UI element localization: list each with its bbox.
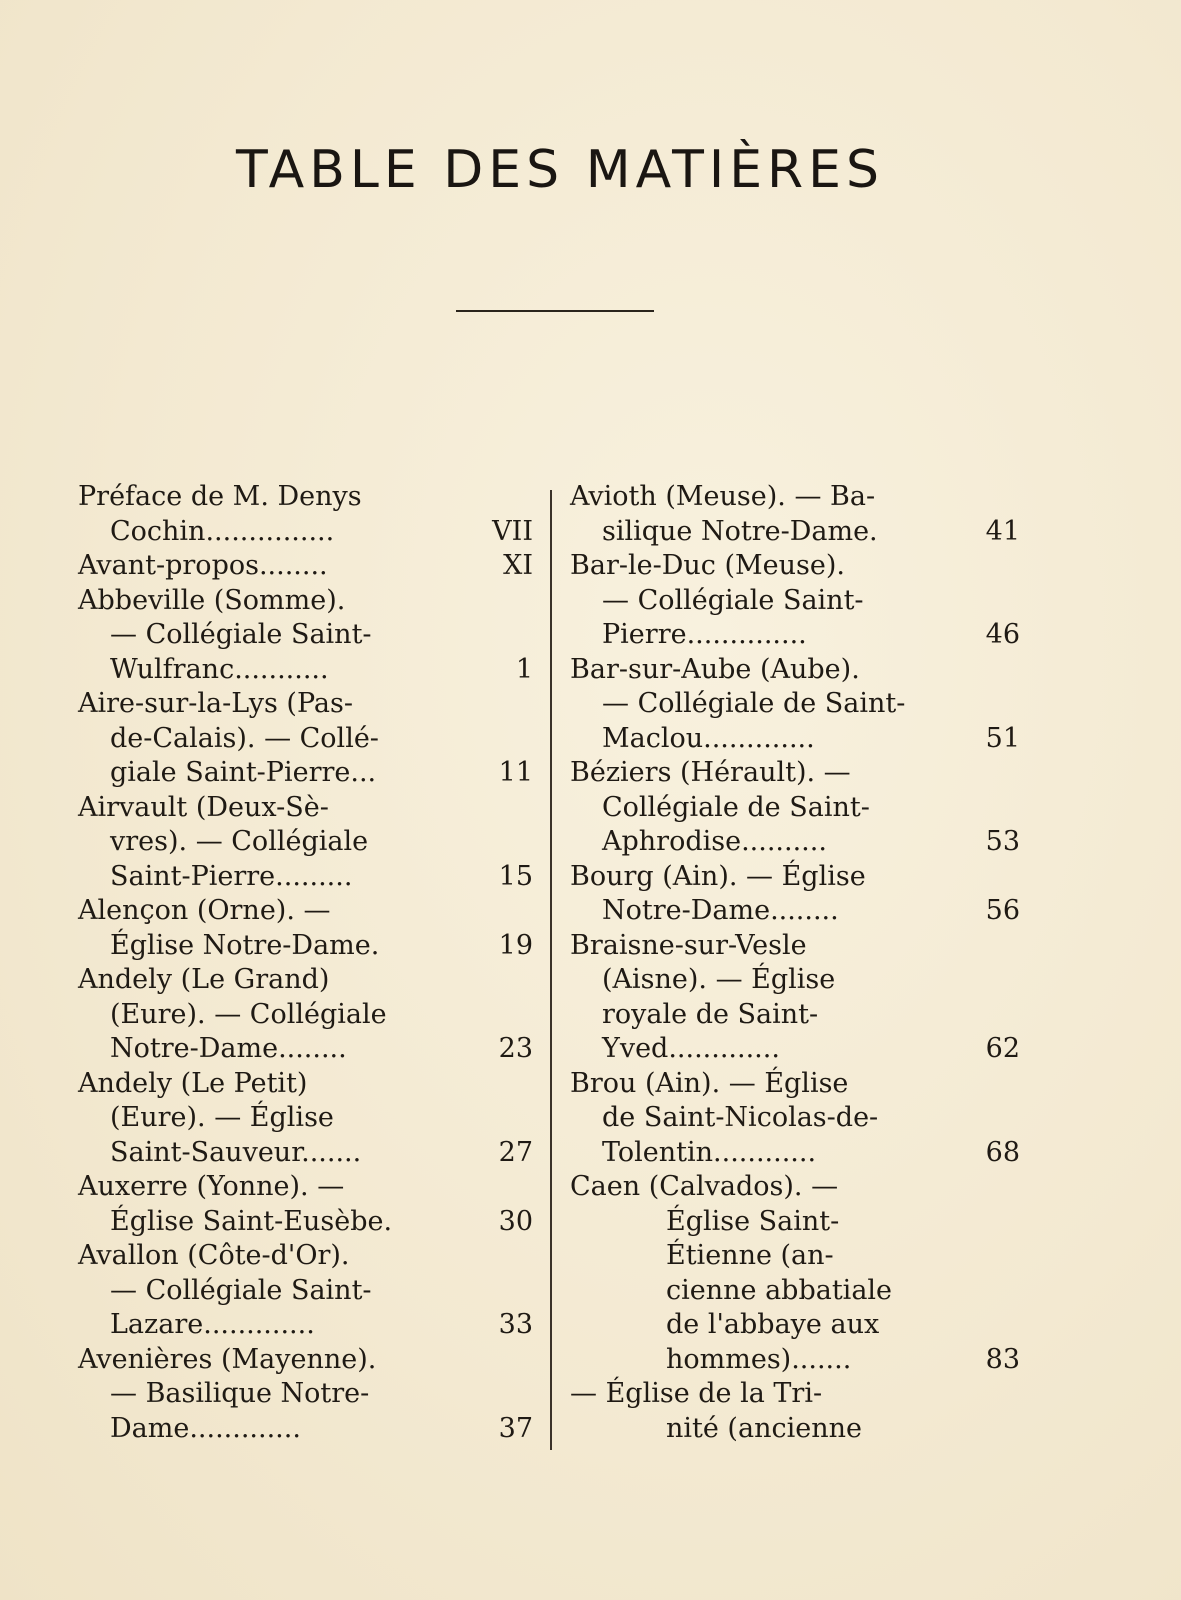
toc-entry-text: [570, 653, 932, 757]
toc-entry-page: 23: [498, 1033, 533, 1064]
toc-entry-text: [570, 756, 932, 860]
toc-entry-line: — Basilique Notre-: [110, 1378, 370, 1409]
toc-entry-page: 11: [498, 757, 533, 788]
toc-entry-page: 15: [498, 860, 533, 892]
toc-entry-page: 37: [498, 1412, 533, 1444]
toc-entry: [78, 687, 533, 791]
toc-entry-page: 62: [985, 1033, 1020, 1064]
toc-entry: [78, 549, 533, 584]
toc-entry-page: 68: [985, 1136, 1020, 1168]
toc-entry-line: Brou (Ain). — Église: [570, 1067, 849, 1099]
toc-entry-line: de l'abbaye aux: [666, 1309, 880, 1340]
toc-entry-line: Église Saint-Eusèbe.: [110, 1205, 393, 1237]
toc-entry-text: [78, 1067, 463, 1171]
page-title: TABLE DES MATIÈRES: [235, 140, 885, 200]
toc-entry-line: Avenières (Mayenne).: [78, 1343, 377, 1375]
toc-entry-line: vres). — Collégiale: [110, 826, 369, 857]
toc-entry-line: Abbeville (Somme).: [78, 584, 346, 616]
toc-entry: [78, 1239, 533, 1343]
toc-entry-page: 1: [515, 653, 533, 685]
toc-entry-text: [570, 860, 932, 929]
toc-entry-line: Lazare.............: [110, 1309, 315, 1340]
toc-entry-line: Notre-Dame........: [110, 1033, 347, 1064]
toc-entry-text: [570, 1377, 932, 1446]
toc-entry-text: [78, 480, 463, 549]
toc-entry-page: 27: [498, 1136, 533, 1168]
toc-entry: [570, 549, 1020, 653]
toc-entry-line: Avant-propos........: [78, 550, 328, 581]
toc-entry-text: [78, 791, 463, 895]
toc-entry-page: 56: [985, 895, 1020, 926]
toc-entry-line: — Église de la Tri-: [570, 1378, 823, 1409]
toc-entry-line: Caen (Calvados). —: [570, 1171, 839, 1202]
toc-right-column: [570, 480, 1020, 1446]
toc-entry-line: Maclou.............: [602, 722, 815, 754]
toc-entry-line: hommes).......: [666, 1343, 852, 1375]
toc-entry-line: Église Notre-Dame.: [110, 929, 380, 961]
toc-entry-page: 19: [498, 929, 533, 961]
toc-entry-page: 46: [985, 619, 1020, 650]
toc-entry: [570, 929, 1020, 1067]
toc-entry-line: Cochin...............: [110, 515, 335, 547]
toc-entry-line: — Collégiale Saint-: [602, 584, 864, 616]
toc-entry-text: [78, 549, 463, 584]
toc-entry-line: giale Saint-Pierre...: [110, 757, 377, 788]
toc-entry-line: de Saint-Nicolas-de-: [602, 1102, 879, 1133]
toc-entry-line: Collégiale de Saint-: [602, 791, 870, 823]
toc-entry: [78, 1170, 533, 1239]
toc-entry-line: Andely (Le Petit): [78, 1067, 308, 1099]
toc-entry: [78, 584, 533, 688]
toc-entry-line: (Eure). — Collégiale: [110, 998, 387, 1030]
title-rule: [456, 310, 654, 312]
toc-entry-text: [570, 929, 932, 1067]
toc-entry-line: Auxerre (Yonne). —: [78, 1171, 345, 1202]
toc-entry-line: silique Notre-Dame.: [602, 515, 878, 547]
toc-entry: [78, 1067, 533, 1171]
toc-entry-line: Notre-Dame........: [602, 895, 839, 926]
toc-entry-line: nité (ancienne: [666, 1412, 862, 1444]
toc-entry-line: royale de Saint-: [602, 998, 819, 1030]
toc-entry-line: Yved.............: [602, 1033, 780, 1064]
toc-entry-line: — Collégiale de Saint-: [602, 688, 906, 719]
toc-entry: [570, 1067, 1020, 1171]
toc-entry-line: Saint-Pierre.........: [110, 860, 353, 892]
toc-entry-line: Bourg (Ain). — Église: [570, 860, 866, 892]
toc-entry-text: [78, 687, 463, 791]
toc-entry-text: [78, 963, 463, 1067]
toc-entry: [78, 963, 533, 1067]
toc-entry-line: Préface de M. Denys: [78, 481, 362, 512]
toc-entry: [570, 756, 1020, 860]
toc-entry-line: Dame.............: [110, 1412, 301, 1444]
toc-entry-line: Avallon (Côte-d'Or).: [78, 1240, 350, 1271]
toc-entry-text: [570, 1067, 932, 1171]
toc-entry-text: [78, 584, 463, 688]
toc-entry-line: Étienne (an-: [666, 1240, 834, 1271]
toc-entry-line: Aphrodise..........: [602, 826, 827, 857]
toc-entry-page: 51: [985, 722, 1020, 754]
toc-entry-line: Tolentin............: [602, 1136, 817, 1168]
toc-entry-line: Aire-sur-la-Lys (Pas-: [78, 688, 353, 719]
toc-entry-line: (Eure). — Église: [110, 1102, 334, 1133]
toc-entry-line: Wulfranc...........: [110, 653, 329, 685]
toc-entry-line: Alençon (Orne). —: [78, 895, 331, 926]
toc-entry-page: 33: [498, 1309, 533, 1340]
toc-entry: [570, 653, 1020, 757]
column-divider: [550, 490, 552, 1450]
toc-entry-line: Avioth (Meuse). — Ba-: [570, 481, 876, 512]
toc-left-column: [78, 480, 533, 1446]
toc-entry: [78, 791, 533, 895]
toc-entry-page: XI: [503, 550, 533, 581]
toc-entry-line: cienne abbatiale: [666, 1274, 893, 1306]
toc-entry-line: Saint-Sauveur.......: [110, 1136, 362, 1168]
toc-entry-line: de-Calais). — Collé-: [110, 722, 379, 754]
toc-entry-page: 83: [985, 1343, 1020, 1375]
toc-entry-line: Pierre..............: [602, 619, 807, 650]
toc-entry-text: [78, 1170, 463, 1239]
toc-entry-page: 41: [985, 515, 1020, 547]
toc-entry-line: (Aisne). — Église: [602, 964, 836, 995]
toc-entry: [570, 480, 1020, 549]
toc-entry-text: [570, 1170, 932, 1377]
toc-entry-line: Bar-le-Duc (Meuse).: [570, 550, 845, 581]
toc-entry: [570, 1377, 1020, 1446]
toc-entry: [78, 894, 533, 963]
toc-entry-line: Béziers (Hérault). —: [570, 757, 851, 788]
toc-entry-page: 53: [985, 826, 1020, 857]
toc-entry-line: Église Saint-: [666, 1205, 840, 1237]
toc-entry-line: Braisne-sur-Vesle: [570, 929, 807, 961]
toc-entry-page: VII: [492, 515, 533, 547]
toc-entry-line: — Collégiale Saint-: [110, 619, 372, 650]
toc-entry-text: [78, 1343, 463, 1447]
toc-entry-text: [78, 894, 463, 963]
toc-entry-line: Airvault (Deux-Sè-: [78, 791, 329, 823]
toc-entry-line: Bar-sur-Aube (Aube).: [570, 653, 860, 685]
toc-entry: [78, 480, 533, 549]
toc-entry-line: Andely (Le Grand): [78, 964, 330, 995]
toc-entry-page: 30: [498, 1205, 533, 1237]
toc-entry-text: [570, 549, 932, 653]
toc-entry-text: [570, 480, 932, 549]
toc-entry: [570, 860, 1020, 929]
toc-entry: [570, 1170, 1020, 1377]
toc-entry-line: — Collégiale Saint-: [110, 1274, 372, 1306]
toc-entry: [78, 1343, 533, 1447]
toc-entry-text: [78, 1239, 463, 1343]
